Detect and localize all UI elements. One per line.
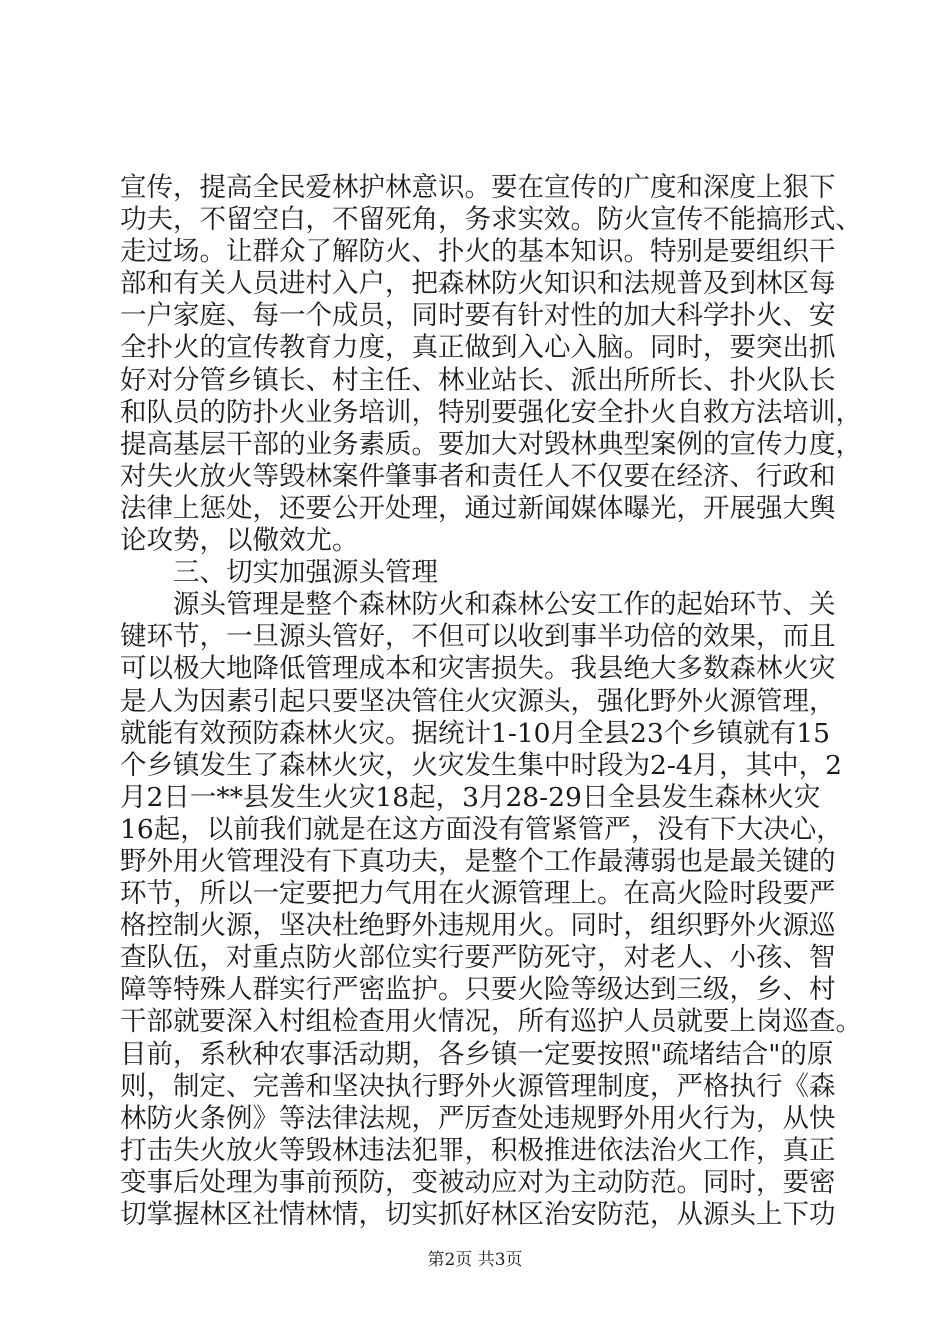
- text-line: 个乡镇发生了森林火灾，火灾发生集中时段为2-4月，其中，2: [120, 749, 843, 781]
- text-line: 宣传，提高全民爱林护林意识。要在宣传的广度和深度上狠下: [120, 172, 836, 203]
- text-line: 功夫，不留空白，不留死角，务求实效。防火宣传不能搞形式、: [120, 204, 862, 236]
- text-line: 是人为因素引起只要坚决管住火灾源头，强化野外火源管理，: [120, 685, 836, 717]
- text-line: 一户家庭、每一个成员，同时要有针对性的加大科学扑火、安: [120, 300, 836, 332]
- text-line: 键环节，一旦源头管好，不但可以收到事半功倍的效果，而且: [120, 621, 836, 653]
- text-line: 环节，所以一定要把力气用在火源管理上。在高火险时段要严: [120, 878, 836, 910]
- text-line: 打击失火放火等毁林违法犯罪，积极推进依法治火工作，真正: [120, 1134, 836, 1166]
- text-line: 可以极大地降低管理成本和灾害损失。我县绝大多数森林火灾: [120, 653, 836, 685]
- text-line: 林防火条例》等法律法规，严厉查处违规野外用火行为，从快: [120, 1102, 836, 1134]
- text-line: 走过场。让群众了解防火、扑火的基本知识。特别是要组织干: [120, 236, 836, 268]
- text-line: 16起，以前我们就是在这方面没有管紧管严，没有下大决心，: [120, 813, 843, 845]
- text-line: 就能有效预防森林火灾。据统计1-10月全县23个乡镇就有15: [120, 717, 830, 749]
- text-line: 源头管理是整个森林防火和森林公安工作的起始环节、关: [120, 589, 836, 621]
- body-text: [120, 172, 862, 1231]
- text-line: 月2日一**县发生火灾18起，3月28-29日全县发生森林火灾: [120, 781, 821, 813]
- text-line: 论攻势，以儆效尤。: [120, 525, 359, 557]
- text-line: 干部就要深入村组检查用火情况，所有巡护人员就要上岗巡查。: [120, 1006, 862, 1038]
- text-line: 和队员的防扑火业务培训，特别要强化安全扑火自救方法培训，: [120, 396, 862, 428]
- text-line: 格控制火源，坚决杜绝野外违规用火。同时，组织野外火源巡: [120, 910, 836, 942]
- text-line: 全扑火的宣传教育力度，真正做到入心入脑。同时，要突出抓: [120, 332, 836, 364]
- text-line: 对失火放火等毁林案件肇事者和责任人不仅要在经济、行政和: [120, 460, 836, 492]
- text-line: 提高基层干部的业务素质。要加大对毁林典型案例的宣传力度，: [120, 428, 862, 460]
- page-number-footer: 第2页 共3页: [427, 1250, 523, 1270]
- text-line: 障等特殊人群实行严密监护。只要火险等级达到三级，乡、村: [120, 974, 836, 1006]
- text-line: 切掌握林区社情林情，切实抓好林区治安防范，从源头上下功: [120, 1199, 836, 1230]
- text-line: 部和有关人员进村入户，把森林防火知识和法规普及到林区每: [120, 268, 836, 300]
- text-line: 目前，系秋种农事活动期，各乡镇一定要按照"疏堵结合"的原: [120, 1038, 834, 1070]
- text-line: 变事后处理为事前预防，变被动应对为主动防范。同时，要密: [120, 1166, 836, 1198]
- text-line: 好对分管乡镇长、村主任、林业站长、派出所所长、扑火队长: [120, 364, 836, 396]
- text-line: 查队伍，对重点防火部位实行要严防死守，对老人、小孩、智: [120, 942, 836, 974]
- text-line: 野外用火管理没有下真功夫，是整个工作最薄弱也是最关键的: [120, 845, 836, 877]
- text-line: 则，制定、完善和坚决执行野外火源管理制度，严格执行《森: [120, 1070, 836, 1102]
- section-heading: 三、切实加强源头管理: [120, 557, 438, 589]
- text-line: 法律上惩处，还要公开处理，通过新闻媒体曝光，开展强大舆: [120, 492, 836, 524]
